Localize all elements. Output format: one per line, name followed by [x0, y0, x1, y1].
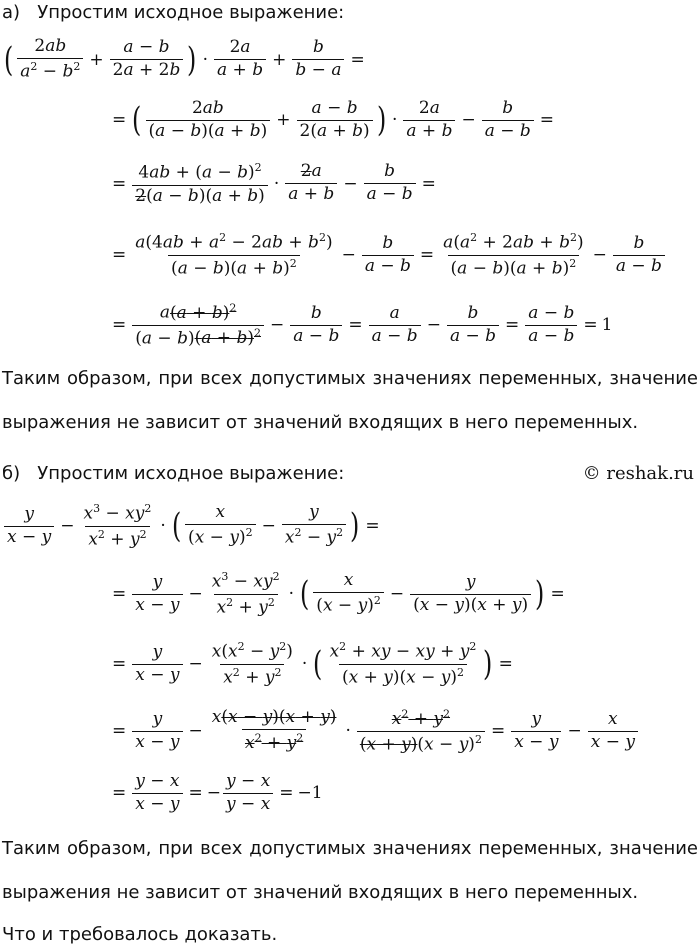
- part-b-heading: б) Упростим исходное выражение:: [2, 463, 345, 484]
- part-a-equation-line-4: = $\frac{a(4ab + a^2 - 2ab + b^2)}{(a - b)(a + b)^2}$ − $\frac{b}{a - b}$ = $\frac{a(a^2 + 2ab + b^2)}{(a - b)(a + b)^2}$ − $\frac{b}{a - b}$: [108, 232, 667, 278]
- part-a-equation-line-2: = ( $\frac{2ab}{(a - b)(a + b)}$ + $\frac{a - b}{2(a + b)}$ ) · $\frac{2a}{a + b}$ − $\frac{b}{a - b}$ =: [112, 98, 555, 141]
- part-a-equation-line-5: = $\frac{a(a + b)^2}{(a - b)(a + b)^2}$ − $\frac{b}{a - b}$ = $\frac{a}{a - b}$ − $\frac{b}{a - b}$ = $\frac{a - b}{a - b}$ = 1: [112, 301, 613, 349]
- part-a-conclusion-line-1: Таким образом, при всех допустимых значениях переменных, значение: [2, 368, 698, 389]
- part-b-equation-line-4: = $\frac{y}{x - y}$ − $\frac{x(x - y)(x + y)}{x^2 + y^2}$ · $\frac{x^2 + y^2}{(x + y)(x - y)^2}$ = $\frac{y}{x - y}$ − $\frac{x}{x - y}$: [108, 708, 640, 754]
- part-a-equation-line-1: ( $\frac{2ab}{a^2 - b^2}$ + $\frac{a - b}{2a + 2b}$ ) · $\frac{2a}{a + b}$ + $\frac{b}{b - a}$ =: [3, 36, 365, 82]
- final-note: Что и требовалось доказать.: [2, 924, 278, 945]
- part-b-conclusion-line-1: Таким образом, при всех допустимых значениях переменных, значение: [2, 838, 698, 859]
- watermark: © reshak.ru: [582, 463, 694, 484]
- part-b-equation-line-2: = $\frac{y}{x - y}$ − $\frac{x^3 - xy^2}{x^2 + y^2}$ · ( $\frac{x}{(x - y)^2}$ − $\frac{y}{(x - y)(x + y)}$ ) =: [112, 570, 565, 618]
- part-b-equation-line-5: = $\frac{y - x}{x - y}$ = − $\frac{y - x}{y - x}$ = −1: [112, 771, 323, 814]
- part-b-equation-line-1: $\frac{y}{x - y}$ − $\frac{x^3 - xy^2}{x^2 + y^2}$ · ( $\frac{x}{(x - y)^2}$ − $\frac{y}{x^2 - y^2}$ ) =: [2, 503, 384, 549]
- part-a-equation-line-3: = $\frac{4ab + (a - b)^2}{2(a - b)(a + b)}$ · $\frac{2a}{a + b}$ − $\frac{b}{a - b}$ =: [112, 161, 436, 206]
- part-b-equation-line-3: = $\frac{y}{x - y}$ − $\frac{x(x^2 - y^2)}{x^2 + y^2}$ · ( $\frac{x^2 + xy - xy + y^2}{(x + y)(x - y)^2}$ ) =: [112, 640, 513, 688]
- part-a-conclusion-line-2: выражения не зависит от значений входящих в него переменных.: [2, 412, 639, 433]
- part-a-heading: а) Упростим исходное выражение:: [2, 2, 345, 23]
- part-b-conclusion-line-2: выражения не зависит от значений входящих в него переменных.: [2, 882, 639, 903]
